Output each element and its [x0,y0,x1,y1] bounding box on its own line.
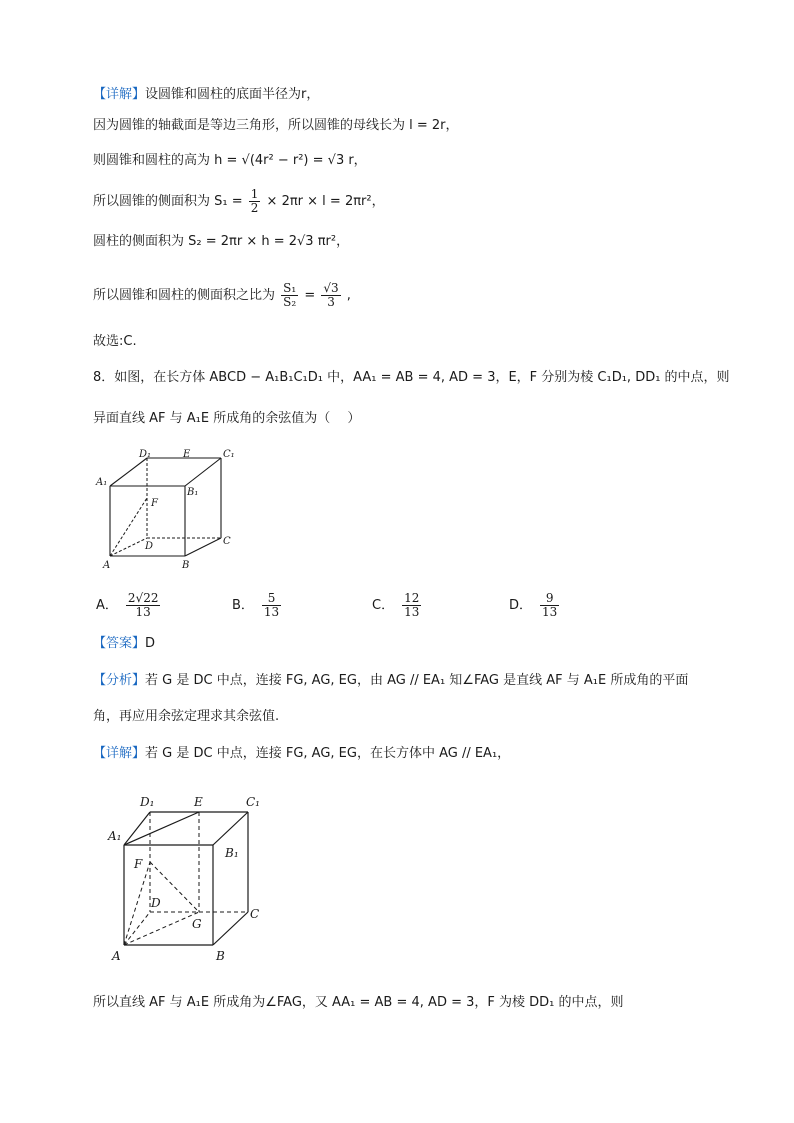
fraction-denominator: S₂ [283,295,297,309]
fraction [321,282,340,309]
fraction-numerator: 9 [540,592,559,606]
fraction-numerator: 1 [250,187,259,201]
fraction-denominator: 3 [327,295,335,309]
edge [213,912,248,945]
edge [213,812,248,845]
label-a: A [112,949,121,963]
fraction-numerator: √3 [323,281,339,295]
detail-text: 设圆锥和圆柱的底面半径为r， [145,87,320,102]
option-a[interactable] [96,592,162,619]
label-a1: A₁ [96,477,108,488]
answer-value: D [145,636,156,651]
label-f: F [151,498,158,509]
fraction [249,188,261,215]
analysis-text: 若 G 是 DC 中点，连接 FG, AG, EG，由 AG // EA₁ 知∠FAG 是直线 AF 与 A₁E 所成角的平面 [145,673,689,688]
analysis-line-2: 角，再应用余弦定理求其余弦值. [93,709,280,724]
detail-line-1 [93,85,319,105]
option-b-fraction [262,592,281,619]
detail-line-2: 因为圆锥的轴截面是等边三角形，所以圆锥的母线长为 l = 2r， [93,118,459,133]
option-c-fraction [402,592,421,619]
label-d: D [145,541,154,552]
segment-af [124,862,150,945]
label-e: E [183,449,191,460]
label-b1: B₁ [187,487,199,498]
fraction-numerator: S₁ [283,281,297,295]
detail-line-3: 则圆锥和圆柱的高为 h = √(4r² − r²) = √3 r， [93,153,367,168]
label-b: B [182,560,190,571]
detail-line-5: 圆柱的侧面积为 S₂ = 2πr × h = 2√3 πr²， [93,234,350,249]
analysis-tag: 【分析】 [93,673,146,688]
detail-text: × 2πr × l = 2πr²， [266,194,385,209]
option-d[interactable] [509,592,561,619]
segment-a1e [124,812,199,845]
equals-sign: = [304,288,316,303]
question-line-1: 8．如图，在长方体 ABCD − A₁B₁C₁D₁ 中，AA₁ = AB = 4, AD = 3，E，F 分别为棱 C₁D₁, DD₁ 的中点，则 [93,370,730,385]
fraction [281,282,298,309]
option-b[interactable] [232,592,283,619]
label-a1: A₁ [108,829,122,843]
edge [185,458,221,486]
label-b: B [216,949,225,963]
label-c: C [223,536,231,547]
option-d-fraction [540,592,559,619]
answer-line [93,634,155,654]
label-d: D [151,896,161,910]
label-d1: D₁ [140,795,155,809]
label-f: F [134,857,143,871]
label-b1: B₁ [225,846,239,860]
option-b-label: B． [232,598,254,613]
fraction-denominator: 2 [250,201,259,215]
label-d1: D₁ [139,449,152,460]
label-c1: C₁ [246,795,260,809]
hidden-edge [124,912,150,945]
detail-line-7: 故选:C. [93,334,137,349]
fraction-numerator: 2√22 [127,591,159,605]
detail-line-6 [93,282,351,309]
detail-text: , [346,288,351,303]
label-c1: C₁ [223,449,235,460]
detail-text: 所以圆锥和圆柱的侧面积之比为 [93,288,276,303]
label-g: G [192,917,202,931]
detail2-last-line: 所以直线 AF 与 A₁E 所成角为∠FAG，又 AA₁ = AB = 4, AD = 3，F 为棱 DD₁ 的中点，则 [93,995,624,1010]
detail-tag: 【详解】 [93,87,146,102]
answer-tag: 【答案】 [93,636,146,651]
fraction-numerator: 5 [262,592,281,606]
label-c: C [250,907,260,921]
fraction-denominator: 13 [263,605,280,619]
edge [124,812,150,845]
option-c-label: C． [372,598,395,613]
cuboid-figure-1 [95,448,245,573]
option-a-fraction [126,592,161,619]
edge [110,458,147,486]
cuboid-figure-2 [104,790,274,968]
analysis-line-1 [93,671,688,691]
option-a-label: A． [96,598,118,613]
edge [185,538,221,556]
detail2-tag: 【详解】 [93,746,146,761]
question-line-2: 异面直线 AF 与 A₁E 所成角的余弦值为（ ） [93,411,361,426]
option-d-label: D． [509,598,533,613]
fraction-denominator: 13 [404,605,420,619]
label-e: E [194,795,203,809]
option-c[interactable] [372,592,423,619]
detail-text: 所以圆锥的侧面积为 S₁ = [93,194,243,209]
label-a: A [103,560,111,571]
detail-line-4 [93,188,385,215]
detail2-text: 若 G 是 DC 中点，连接 FG, AG, EG，在长方体中 AG // EA₁， [145,746,511,761]
detail2-line-1 [93,744,510,764]
fraction-denominator: 13 [135,605,151,619]
fraction-numerator: 12 [404,591,420,605]
fraction-denominator: 13 [542,605,558,619]
segment-ag [124,912,199,945]
